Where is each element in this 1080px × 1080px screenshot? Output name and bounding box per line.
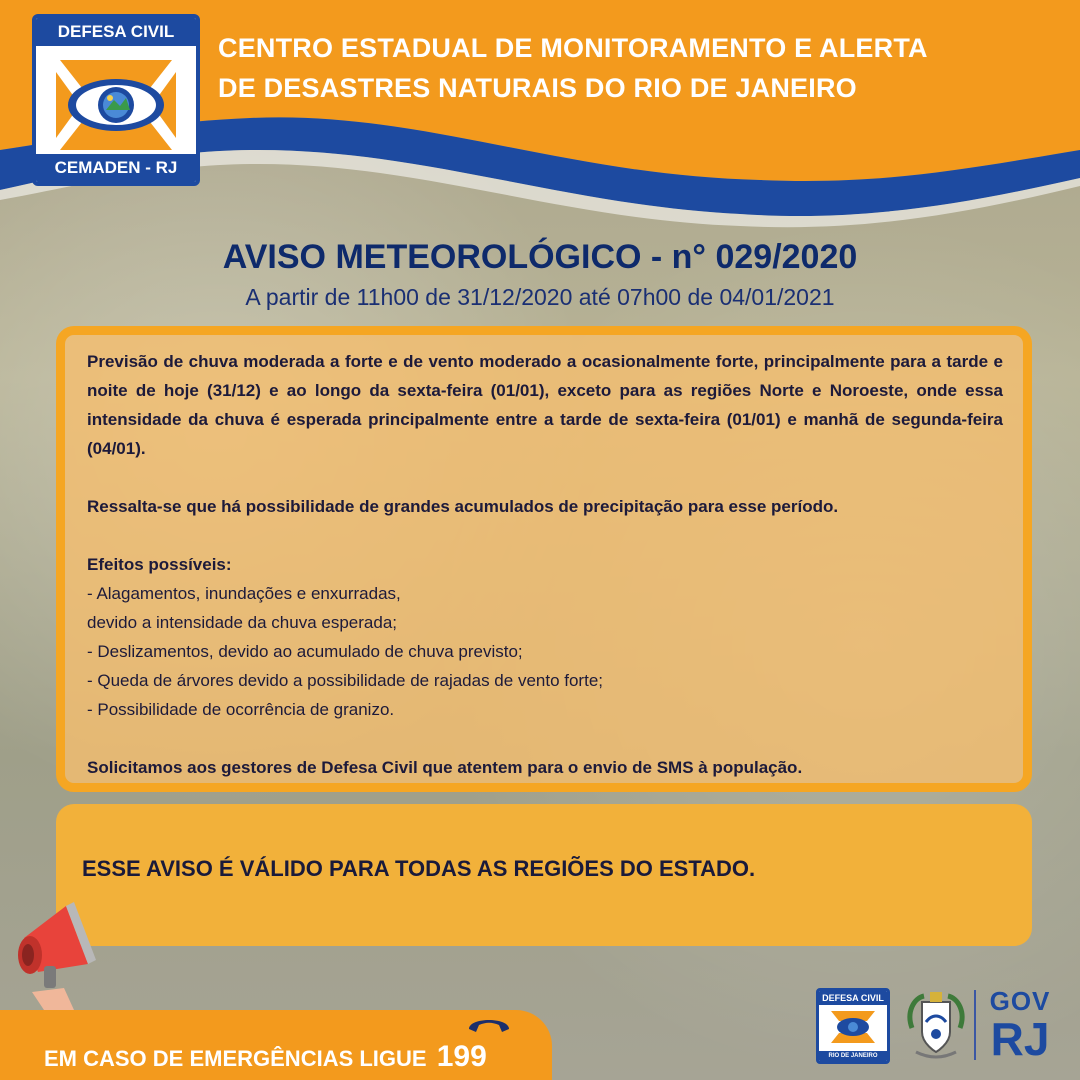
phone-icon [466, 1012, 512, 1036]
effect-item: - Alagamentos, inundações e enxurradas, [87, 584, 401, 603]
effects-list [87, 579, 1003, 724]
logo-bottom-label: CEMADEN - RJ [36, 154, 196, 182]
effect-item: devido a intensidade da chuva esperada; [87, 613, 398, 632]
highlight-text-bold: Ressalta-se que há possibilidade de grandes acumulados de precipitação para esse período. [87, 497, 839, 516]
header-title [218, 28, 1058, 108]
footer-eye-logo-icon [827, 1008, 879, 1046]
effects-title [87, 550, 1003, 579]
notice-period: A partir de 11h00 de 31/12/2020 até 07h00 de 04/01/2021 [245, 284, 835, 310]
highlight-text [87, 492, 1003, 521]
effects-title-bold: Efeitos possíveis: [87, 555, 232, 574]
megaphone-icon [4, 896, 104, 1016]
request-text [87, 753, 1003, 782]
emergency-number: 199 [436, 1040, 487, 1073]
logo-top-label: DEFESA CIVIL [36, 18, 196, 46]
cemaden-logo [32, 14, 200, 186]
gov-label: GOV [989, 986, 1051, 1016]
request-text-bold: Solicitamos aos gestores de Defesa Civil que atentem para o envio de SMS à população. [87, 758, 803, 777]
gov-rj-logo [984, 986, 1056, 1065]
effect-item: - Queda de árvores devido a possibilidade de rajadas de vento forte; [87, 671, 603, 690]
notice-title: AVISO METEOROLÓGICO - n° 029/2020 [222, 238, 858, 276]
forecast-text [87, 347, 1003, 463]
footer-divider [974, 990, 976, 1060]
forecast-text-bold: Previsão de chuva moderada a forte e de vento moderado a ocasionalmente forte, principalmente para a tarde e noite de hoje (31/12) e ao longo da sexta-feira (01/01), exceto para as regiões Norte e Noroeste, onde essa intensidade da chuva é esperada principalmente entre a tarde de sexta-feira (01/01) e manhã de segunda-feira (04/01). [87, 352, 1003, 458]
emergency-text: EM CASO DE EMERGÊNCIAS LIGUE [44, 1046, 427, 1071]
state-emblem-icon [904, 988, 968, 1062]
header-title-line1: CENTRO ESTADUAL DE MONITORAMENTO E ALERTA [218, 33, 928, 63]
forecast-box [56, 326, 1032, 792]
effect-item: - Possibilidade de ocorrência de granizo. [87, 700, 395, 719]
rj-label: RJ [990, 1013, 1050, 1065]
defesa-civil-rj-logo [816, 988, 890, 1064]
eye-logo-icon [50, 52, 182, 158]
footer-logo-bottom-label: RIO DE JANEIRO [819, 1051, 887, 1061]
effect-item: - Deslizamentos, devido ao acumulado de chuva previsto; [87, 642, 523, 661]
validity-text: ESSE AVISO É VÁLIDO PARA TODAS AS REGIÕES DO ESTADO. [82, 856, 756, 881]
footer-logo-top-label: DEFESA CIVIL [819, 991, 887, 1005]
header-title-line2: DE DESASTRES NATURAIS DO RIO DE JANEIRO [218, 73, 857, 103]
validity-box [56, 804, 1032, 946]
